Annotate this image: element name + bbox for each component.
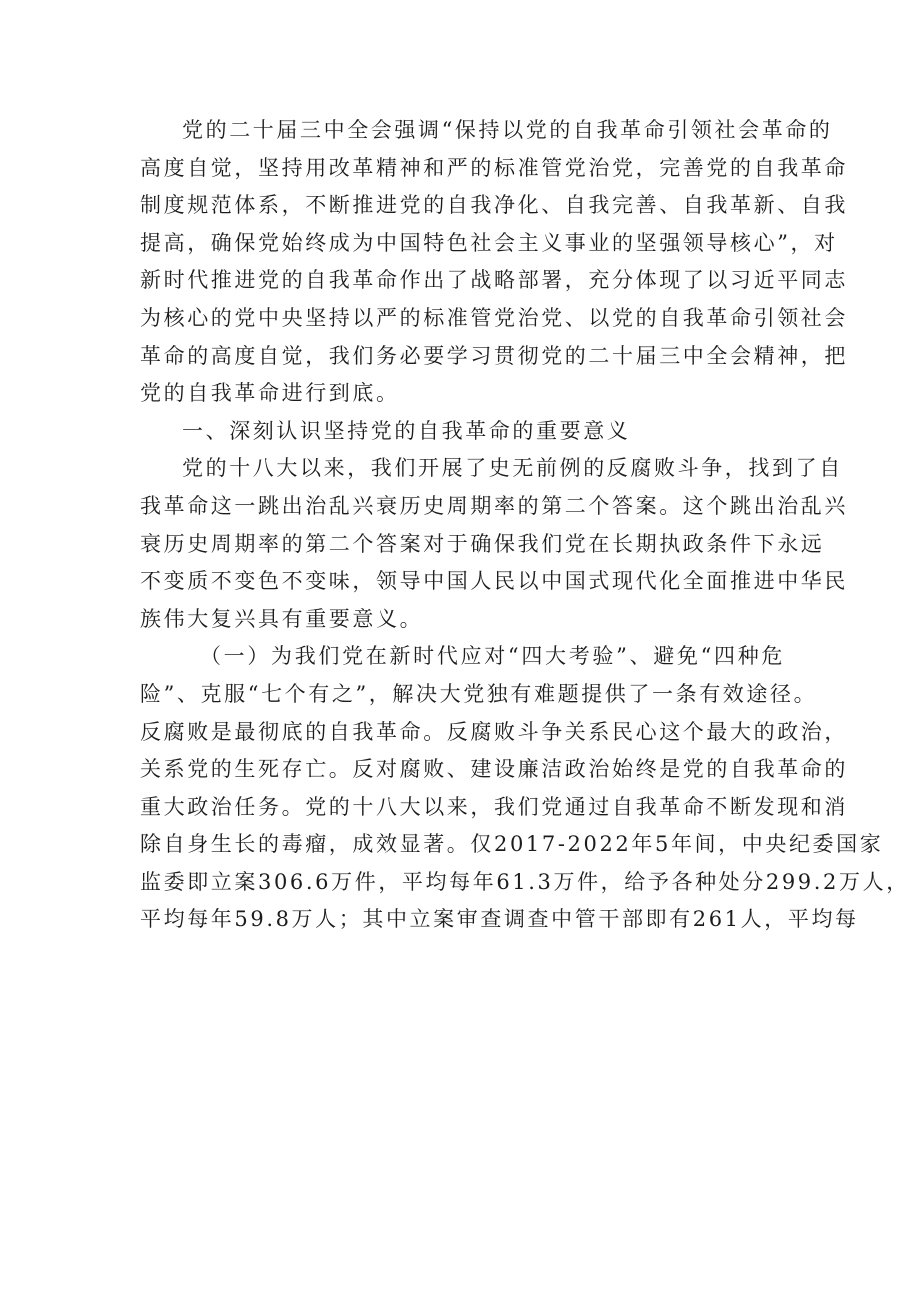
text-line: 党的十八大以来，我们开展了史无前例的反腐败斗争，找到了自 <box>182 456 843 481</box>
text-line: 监委即立案306.6万件，平均每年61.3万件，给予各种处分299.2万人， <box>140 869 910 894</box>
text-line: 衰历史周期率的第二个答案对于确保我们党在长期执政条件下永远 <box>140 531 825 556</box>
text-line: 重大政治任务。党的十八大以来，我们党通过自我革命不断发现和消 <box>140 794 848 819</box>
document-body <box>140 112 910 939</box>
text-line: 党的自我革命进行到底。 <box>140 381 400 406</box>
section-heading <box>140 413 785 451</box>
text-line: 为核心的党中央坚持以严的标准管党治党、以党的自我革命引领社会 <box>140 305 848 330</box>
text-line: 关系党的生死存亡。反对腐败、建设廉洁政治始终是党的自我革命的 <box>140 757 848 782</box>
text-line: 反腐败是最彻底的自我革命。反腐败斗争关系民心这个最大的政治， <box>140 719 848 744</box>
text-line: 革命的高度自觉，我们务必要学习贯彻党的二十届三中全会精神，把 <box>140 343 848 368</box>
text-line: 高度自觉，坚持用改革精神和严的标准管党治党，完善党的自我革命 <box>140 155 848 180</box>
text-line: 不变质不变色不变味，领导中国人民以中国式现代化全面推进中华民 <box>140 569 848 594</box>
heading-line: 一、深刻认识坚持党的自我革命的重要意义 <box>182 418 631 443</box>
intro-paragraph <box>140 112 848 413</box>
text-line: 险”、克服“七个有之”，解决大党独有难题提供了一条有效途径。 <box>140 681 818 706</box>
text-line: 除自身生长的毒瘤，成效显著。仅2017-2022年5年间，中央纪委国家 <box>140 832 884 857</box>
subheading-line: （一）为我们党在新时代应对“四大考验”、避免“四种危 <box>200 644 785 669</box>
text-line: 制度规范体系，不断推进党的自我净化、自我完善、自我革新、自我 <box>140 193 848 218</box>
text-line: 提高，确保党始终成为中国特色社会主义事业的坚强领导核心”，对 <box>140 230 838 255</box>
text-line: 党的二十届三中全会强调“保持以党的自我革命引领社会革命的 <box>182 118 833 142</box>
text-line: 新时代推进党的自我革命作出了战略部署，充分体现了以习近平同志 <box>140 268 848 293</box>
text-line: 族伟大复兴具有重要意义。 <box>140 606 424 631</box>
body-paragraph <box>140 450 848 638</box>
text-line: 我革命这一跳出治乱兴衰历史周期率的第二个答案。这个跳出治乱兴 <box>140 493 848 518</box>
subsection-paragraph <box>140 638 910 939</box>
text-line: 平均每年59.8万人；其中立案审查调查中管干部即有261人，平均每 <box>140 907 859 932</box>
